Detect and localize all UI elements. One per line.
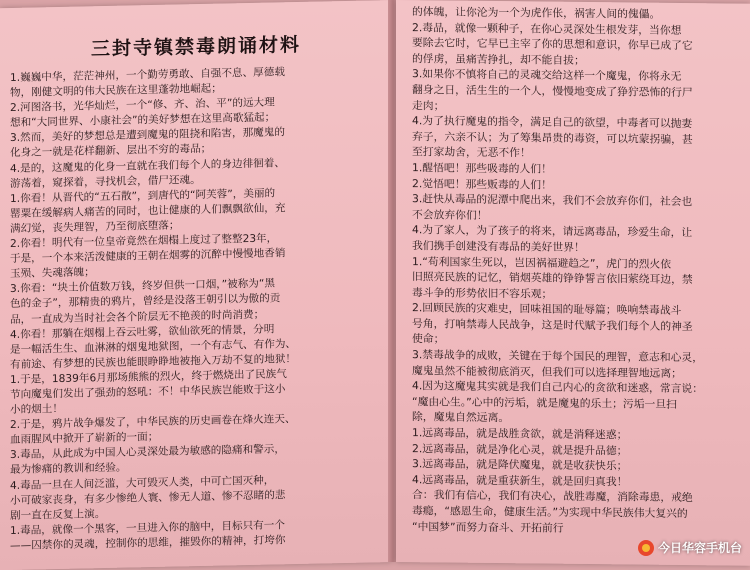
text-line: 游荡着，窥探着，寻找机会，借尸还魂。 — [10, 173, 201, 190]
text-line: 血雨腥风中掀开了崭新的一面； — [10, 431, 159, 447]
text-line: 我们携手创建没有毒品的美好世界！ — [412, 239, 585, 254]
text-line: 是一幅活生生、血淋淋的烟鬼地狱图，一个有志气、有作为、 — [10, 337, 297, 356]
text-line: 色的金子”，那精贵的鸦片，曾经是没落王朝引以为傲的贡 — [10, 292, 281, 311]
text-line: 翻身之日，活生生的一个人，慢慢地变成了狰狞恐怖的行尸 — [412, 83, 693, 100]
text-line: 除，魔鬼自然远离。 — [412, 410, 510, 425]
text-line: 的体魄，让你沦为一个为虎作伥，祸害人间的傀儡。 — [412, 5, 661, 21]
text-line: 满幻觉，丧失理智，乃至彻底堕落； — [10, 219, 180, 235]
text-line: 2.于是，鸦片战争爆发了，中华民族的历史画卷在烽火连天、 — [10, 413, 296, 432]
text-line: 有前途、有梦想的民族也能眼睁睁地被拖入万劫不复的地狱！ — [10, 352, 297, 371]
text-line: 合：我们有信心，我们有决心，战胜毒魔，消除毒患，戒绝 — [412, 488, 693, 505]
text-line: 想和“大同世界、小康社会”的美好梦想在这里高歌猛起； — [10, 111, 276, 130]
text-line: 2.远离毒品，就是净化心灵，就是提升品德； — [412, 441, 628, 458]
text-line: ——囚禁你的灵魂，控制你的思维，摧毁你的精神，打垮你 — [10, 534, 286, 552]
text-line: 不会放弃你们！ — [412, 207, 488, 222]
text-line: 1.于是，1839年6月那场熊熊的烈火，终于燃烧出了民族气 — [10, 368, 287, 386]
text-line: 要除去它时，它早已主宰了你的思想和意识，你早已成了它 — [412, 36, 693, 53]
text-line: 旧照亮民族的记忆，销烟英雄的铮铮誓言依旧萦绕耳边，禁 — [412, 270, 693, 287]
watermark-logo-icon — [638, 540, 654, 556]
document-title: 三封寺镇禁毒朗诵材料 — [90, 33, 301, 61]
right-page-text — [412, 4, 738, 538]
text-line: 号角，打响禁毒人民战争，这是时代赋予我们每个人的神圣 — [412, 317, 693, 333]
watermark-text: 今日华容手机台 — [657, 541, 742, 555]
text-line: 的俘虏，虽痛苦挣扎，却不能自拔； — [412, 51, 585, 67]
text-line: 3.如果你不慎将自己的灵魂交给这样一个魔鬼，你将永无 — [412, 67, 682, 84]
text-line: 弃子，六亲不认；为了筹集昂贵的毒资，可以坑蒙拐骗，甚 — [412, 129, 693, 146]
text-line: 4.远离毒品，就是重获新生，就是回归真我！ — [412, 472, 628, 489]
text-line: 4.是的，这魔鬼的化身一直就在我们每个人的身边徘徊着、 — [10, 156, 285, 175]
text-line: “中国梦”而努力奋斗、开拓前行 — [412, 519, 564, 535]
text-line: 2.毒品，就像一颗种子，在你心灵深处生根发芽，当你想 — [412, 20, 682, 37]
text-line: 于是，一个本来活泼健康的王朝在烟雾的沉醉中慢慢地香销 — [10, 247, 286, 266]
text-line: 2.河图洛书，光华灿烂，一个“修、齐、治、平”的远大理 — [10, 96, 275, 115]
text-line: 物，刚健文明的伟大民族在这里蓬勃地崛起； — [10, 82, 222, 100]
text-line: 小的烟土！ — [10, 402, 63, 417]
text-line: “魔由心生。”心中的污垢，就是魔鬼的乐土；污垢一旦扫 — [412, 395, 677, 411]
text-line: 1.远离毒品，就是战胜贪欲，就是消释迷惑； — [412, 426, 628, 442]
text-line: 2.回顾民族的灾难史，回味祖国的耻辱篇；唤响禁毒战斗 — [412, 301, 682, 318]
text-line: 4.因为这魔鬼其实就是我们自己内心的贪欲和迷惑，常言说： — [412, 379, 704, 396]
text-line: 罂粟在缓解病人痛苦的同时，也让健康的人们飘飘欲仙，充 — [10, 202, 286, 220]
text-line: 4.为了执行魔鬼的指令，满足自己的欲望，中毒者可以抛妻 — [412, 114, 693, 131]
text-line: 玉殒、失魂落魄； — [10, 266, 95, 281]
text-line: 最为惨痛的教训和经验。 — [10, 461, 127, 477]
text-line: 至打家劫舍，无恶不作！ — [412, 145, 531, 160]
text-line: 2.觉悟吧！那些贩毒的人们！ — [412, 176, 552, 192]
text-line: 使命； — [412, 332, 445, 346]
text-line: 1.巍巍中华，茫茫神州，一个勤劳勇敢、自强不息、厚德载 — [10, 66, 285, 85]
text-line: 4.你看！那躺在烟榻上吞云吐雾，欲仙欲死的情景，分明 — [10, 323, 275, 341]
text-line: 剧一直在反复上演。 — [10, 507, 106, 522]
text-line: 4.毒品一旦在人间泛滥，大可毁灭人类，中可亡国灭种， — [10, 473, 275, 492]
text-line: 化身之一就是花样翻新、层出不穷的毒品； — [10, 143, 212, 160]
text-line: 3.你看：“块土价值数万钱，终岁但供一口烟，”被称为“黑 — [10, 277, 275, 296]
text-line: 3.赶快从毒品的泥潭中爬出来，我们不会放弃你们，社会也 — [412, 192, 693, 209]
text-line: 1.醒悟吧！那些吸毒的人们！ — [412, 161, 552, 176]
text-line: 1.“苟利国家生死以，岂因祸福避趋之”，虎门的烈火依 — [412, 254, 672, 271]
text-line: 3.远离毒品，就是降伏魔鬼，就是收获快乐； — [412, 457, 628, 473]
text-line: 品，一直成为当时社会各个阶层无不艳羡的时尚消费； — [10, 308, 265, 326]
text-line: 1.你看！从晋代的“五石散”，到唐代的“阿芙蓉”，美丽的 — [10, 187, 276, 205]
text-line: 毒斗争的形势依旧不容乐观； — [412, 285, 553, 301]
text-line: 3.然而，美好的梦想总是遭到魔鬼的阻挠和陷害，那魔鬼的 — [10, 126, 285, 145]
text-line: 走肉； — [412, 98, 445, 113]
text-line: 3.禁毒战争的成败，关键在于每个国民的理智，意志和心灵， — [412, 348, 704, 365]
left-page-text — [10, 63, 382, 554]
text-line: 节向魔鬼们发出了强劲的怒吼：不！中华民族岂能败于这小 — [10, 383, 286, 401]
text-line: 小可破家丧身，有多少惨绝人寰、惨无人道、惨不忍睹的悲 — [10, 488, 286, 507]
text-line: 3.毒品，从此成为中国人心灵深处最为敏感的隐痛和警示， — [10, 443, 285, 462]
right-page — [396, 0, 750, 566]
text-line: 毒瘾，“感恩生命，健康生活。”为实现中华民族伟大复兴的 — [412, 504, 688, 521]
text-line: 2.你看！明代有一位皇帝竟然在烟榻上度过了整整23年， — [10, 232, 278, 251]
text-line: 魔鬼虽然不能被彻底消灭，但我们可以选择理智地远离； — [412, 363, 682, 380]
watermark — [638, 539, 742, 556]
text-line: 4.为了家人，为了孩子的将来，请远离毒品，珍爱生命，让 — [412, 223, 693, 240]
text-line: 1.毒品，就像一个黑客，一旦进入你的脑中，目标只有一个 — [10, 519, 285, 537]
